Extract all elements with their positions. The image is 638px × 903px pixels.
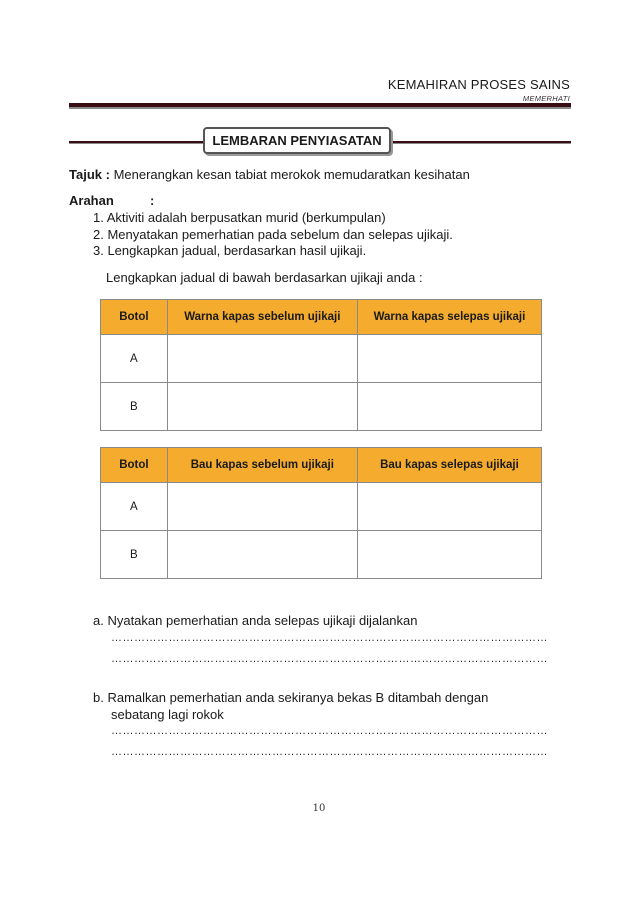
colour-after-b-cell[interactable] (357, 383, 541, 431)
header-subtitle: MEMERHATI (522, 94, 570, 103)
header-colour-after: Warna kapas selepas ujikaji (357, 300, 541, 335)
arahan-item-1: 1. Aktiviti adalah berpusatkan murid (berkumpulan) (93, 210, 386, 225)
header-rule-grey (69, 107, 571, 109)
row-label-b: B (101, 383, 168, 431)
header-botol: Botol (101, 448, 168, 483)
table-row (101, 483, 542, 531)
colour-before-a-cell[interactable] (167, 335, 357, 383)
tajuk-text: Menerangkan kesan tabiat merokok memudaratkan kesihatan (113, 167, 470, 182)
row-label-a: A (101, 483, 168, 531)
answer-line-b1[interactable]: …………………………………………………………………………………………………… (111, 725, 548, 737)
smell-after-a-cell[interactable] (357, 483, 541, 531)
colour-before-b-cell[interactable] (167, 383, 357, 431)
sheet-title-box: LEMBARAN PENYIASATAN (203, 127, 391, 154)
tajuk-line (69, 167, 470, 183)
header-title: KEMAHIRAN PROSES SAINS (387, 77, 570, 92)
page-number: 10 (312, 803, 326, 814)
header-botol: Botol (101, 300, 168, 335)
answer-line-b2[interactable]: …………………………………………………………………………………………………… (111, 746, 548, 758)
smell-before-a-cell[interactable] (167, 483, 357, 531)
row-label-b: B (101, 531, 168, 579)
question-a: a. Nyatakan pemerhatian anda selepas ujikaji dijalankan (93, 613, 418, 628)
table-header-row (101, 300, 542, 335)
arahan-label: Arahan (69, 193, 114, 208)
question-b-line2: sebatang lagi rokok (111, 707, 224, 722)
arahan-item-3: 3. Lengkapkan jadual, berdasarkan hasil ujikaji. (93, 243, 367, 258)
smell-observation-table (100, 447, 542, 579)
answer-line-a1[interactable]: …………………………………………………………………………………………………… (111, 632, 548, 644)
question-b-line1: b. Ramalkan pemerhatian anda sekiranya bekas B ditambah dengan (93, 690, 489, 705)
colour-after-a-cell[interactable] (357, 335, 541, 383)
smell-before-b-cell[interactable] (167, 531, 357, 579)
table-row (101, 383, 542, 431)
colour-observation-table (100, 299, 542, 431)
row-label-a: A (101, 335, 168, 383)
table-row (101, 335, 542, 383)
arahan-item-2: 2. Menyatakan pemerhatian pada sebelum dan selepas ujikaji. (93, 227, 453, 242)
table-row (101, 531, 542, 579)
smell-after-b-cell[interactable] (357, 531, 541, 579)
header-smell-before: Bau kapas sebelum ujikaji (167, 448, 357, 483)
header-colour-before: Warna kapas sebelum ujikaji (167, 300, 357, 335)
header-smell-after: Bau kapas selepas ujikaji (357, 448, 541, 483)
tajuk-label: Tajuk : (69, 167, 110, 182)
table-instruction: Lengkapkan jadual di bawah berdasarkan ujikaji anda : (106, 270, 423, 285)
table-header-row (101, 448, 542, 483)
arahan-colon: : (150, 193, 155, 208)
answer-line-a2[interactable]: …………………………………………………………………………………………………… (111, 653, 548, 665)
